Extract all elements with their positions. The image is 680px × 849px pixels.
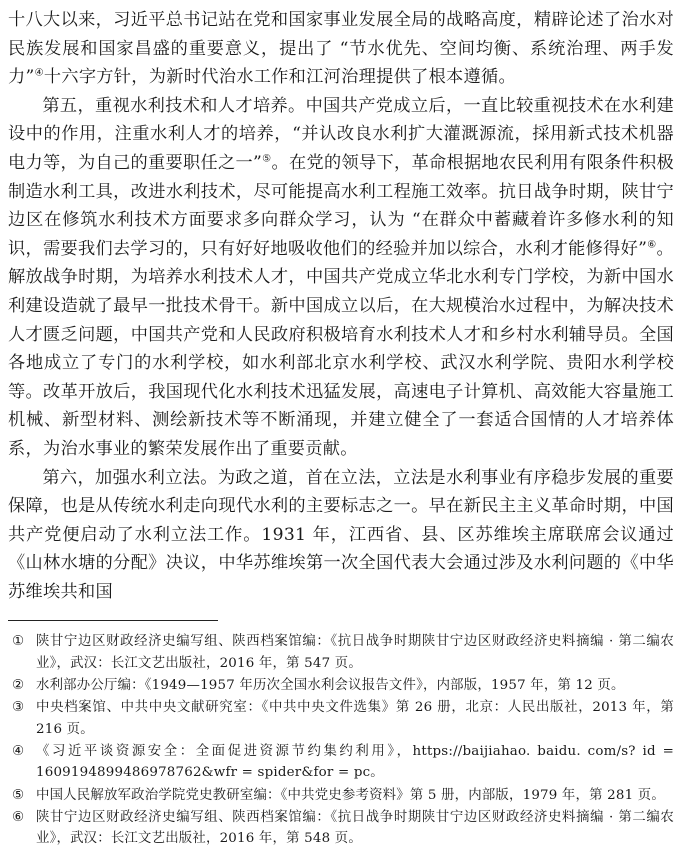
- body-text: [8, 6, 674, 606]
- footnote-mark: ⑤: [12, 787, 25, 803]
- footnote-ref[interactable]: ⑥: [647, 239, 657, 251]
- footnote-text: 中国人民解放军政治学院党史教研室编：《中共党史参考资料》第 5 册，内部版，1979 年，第 281 页。: [36, 787, 665, 803]
- footnote-item: [8, 807, 674, 849]
- footnote-mark: ②: [12, 678, 25, 694]
- footnote-mark: ①: [12, 634, 25, 650]
- paragraph-text: 第六，加强水利立法。为政之道，首在立法，立法是水利事业有序稳步发展的重要保障，也是从传统水利走向现代水利的主要标志之一。早在新民主主义革命时期，中国共产党便启动了水利立法工作。1931 年，江西省、县、区苏维埃主席联席会议通过《山林水塘的分配》决议，中华苏维埃第一次全国代表大会通过涉及水利问题的《中华苏维埃共和国: [8, 467, 674, 602]
- footnote-text: 中央档案馆、中共中央文献研究室：《中共中央文件选集》第 26 册，北京：人民出版社，2013 年，第 216 页。: [36, 700, 674, 737]
- footnote-ref[interactable]: ⑤: [262, 153, 272, 165]
- footnote-mark: ③: [12, 700, 25, 716]
- paragraph-text: 十六字方针，为新时代治水工作和江河治理提供了根本遵循。: [43, 67, 517, 88]
- paragraph-text: 十八大以来，习近平总书记站在党和国家事业发展全局的战略高度，精辟论述了治水对民族发展和国家昌盛的重要意义，提出了 “节水优先、空间均衡、系统治理、两手发力”: [8, 10, 674, 88]
- footnote-text: 陕甘宁边区财政经济史编写组、陕西档案馆编：《抗日战争时期陕甘宁边区财政经济史料摘编 · 第二编农业》，武汉：长江文艺出版社，2016 年，第 547 页。: [36, 634, 674, 671]
- footnote-ref[interactable]: ④: [34, 67, 44, 79]
- footnote-item: [8, 631, 674, 674]
- footnote-item: [8, 741, 674, 784]
- paragraph-sixth: [8, 464, 674, 607]
- footnote-item: [8, 697, 674, 740]
- footnote-text: 陕甘宁边区财政经济史编写组、陕西档案馆编：《抗日战争时期陕甘宁边区财政经济史料摘编 · 第二编农业》，武汉：长江文艺出版社，2016 年，第 548 页。: [36, 809, 674, 847]
- footnote-item: [8, 675, 674, 696]
- paragraph-text: 。解放战争时期，为培养水利技术人才，中国共产党成立华北水利专门学校，为新中国水利建设造就了最早一批技术骨干。新中国成立以后，在大规模治水过程中，为解决技术人才匮乏问题，中国共产党和人民政府积极培育水利技术人才和乡村水利辅导员。全国各地成立了专门的水利学校，如水利部北京水利学校、武汉水利学院、贵阳水利学校等。改革开放后，我国现代化水利技术迅猛发展，高速电子计算机、高效能大容量施工机械、新型材料、测绘新技术等不断涌现，并建立健全了一套适合国情的人才培养体系，为治水事业的繁荣发展作出了重要贡献。: [8, 238, 674, 459]
- footnote-mark: ④: [12, 743, 25, 759]
- paragraph-intro: [8, 6, 674, 92]
- paragraph-text: 第五，重视水利技术和人才培养。中国共产党成立后，一直比较重视技术在水利建设中的作用，注重水利人才的培养，“并认改良水利扩大灌溉源流，採用新式技术机器电力等，为自己的重要职任之一”: [8, 95, 674, 173]
- footnote-list: [8, 631, 674, 849]
- footnote-text: 水利部办公厅编：《1949—1957 年历次全国水利会议报告文件》，内部版，1957 年，第 12 页。: [36, 678, 625, 694]
- footnote-mark: ⑥: [12, 809, 25, 825]
- paragraph-fifth: [8, 92, 674, 464]
- paragraph-text: 。在党的领导下，革命根据地农民利用有限条件积极制造水利工具，改进水利技术，尽可能提高水利工程施工效率。抗日战争时期，陕甘宁边区在修筑水利技术方面要求多向群众学习，认为 “在群众中蓄藏着许多修水利的知识，需要我们去学习的，只有好好地吸收他们的经验并加以综合，水利才能修得好”: [8, 152, 674, 259]
- footnote-item: [8, 785, 674, 806]
- footnote-divider: [8, 620, 218, 621]
- footnote-text: 《习近平谈资源安全：全面促进资源节约集约利用》，https://baijiahao. baidu. com/s? id = 1609194899486978762&wfr = spider&for = pc。: [36, 743, 674, 781]
